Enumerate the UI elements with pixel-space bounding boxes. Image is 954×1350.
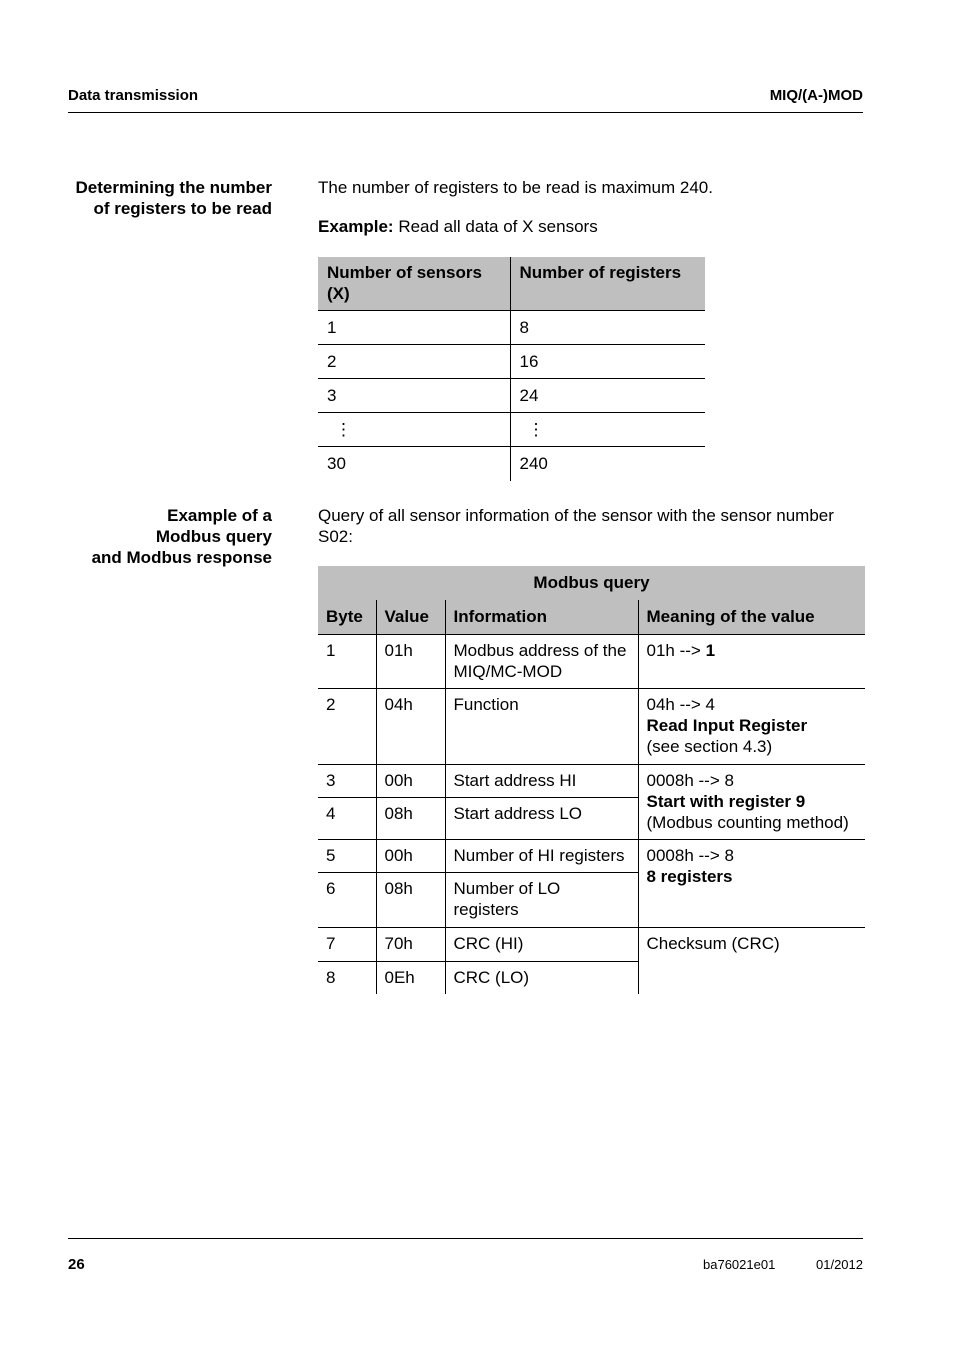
table-cell: 30 xyxy=(318,447,510,481)
table-cell: 2 xyxy=(318,345,510,379)
byte-cell: 7 xyxy=(318,927,376,961)
table-cell: 1 xyxy=(318,311,510,345)
header-section-title: Data transmission xyxy=(68,87,199,104)
value-cell: 00h xyxy=(376,764,445,797)
information-cell: Start address HI xyxy=(445,764,638,797)
example-text: Read all data of X sensors xyxy=(393,217,598,236)
information-cell: CRC (LO) xyxy=(445,961,638,994)
byte-cell: 1 xyxy=(318,634,376,688)
registers-intro: The number of registers to be read is maximum 240. xyxy=(318,178,713,197)
information-cell: Modbus address of the MIQ/MC-MOD xyxy=(445,634,638,688)
column-header-registers: Number of registers xyxy=(510,257,705,311)
value-cell: 00h xyxy=(376,839,445,872)
column-header-sensors: Number of sensors (X) xyxy=(318,257,510,311)
value-cell: 08h xyxy=(376,797,445,839)
header-product-name: MIQ/(A-)MOD xyxy=(769,87,863,104)
table-row xyxy=(318,379,705,413)
table-row xyxy=(318,839,865,872)
document-date: 01/2012 xyxy=(816,1257,863,1272)
table-row-ellipsis xyxy=(318,413,705,447)
meaning-cell: 04h --> 4 Read Input Register (see section 4.3) xyxy=(638,688,865,764)
meaning-cell: Checksum (CRC) xyxy=(638,927,865,994)
meaning-cell: 0008h --> 8 Start with register 9 (Modbus counting method) xyxy=(638,764,865,839)
information-cell: Function xyxy=(445,688,638,764)
table-cell: 3 xyxy=(318,379,510,413)
byte-cell: 3 xyxy=(318,764,376,797)
column-header-byte: Byte xyxy=(318,600,376,634)
table-row xyxy=(318,764,865,797)
information-cell: Start address LO xyxy=(445,797,638,839)
value-cell: 01h xyxy=(376,634,445,688)
byte-cell: 2 xyxy=(318,688,376,764)
table-row xyxy=(318,447,705,481)
document-code: ba76021e01 xyxy=(703,1257,776,1272)
byte-cell: 4 xyxy=(318,797,376,839)
table-caption-row xyxy=(318,566,865,600)
byte-cell: 5 xyxy=(318,839,376,872)
value-cell: 70h xyxy=(376,927,445,961)
side-heading-registers: Determining the number of registers to be read xyxy=(75,178,272,218)
value-cell: 0Eh xyxy=(376,961,445,994)
table-cell: 16 xyxy=(510,345,705,379)
table-caption: Modbus query xyxy=(318,566,865,600)
side-heading-modbus: Example of a Modbus query and Modbus response xyxy=(91,506,272,567)
value-cell: 08h xyxy=(376,872,445,927)
information-cell: CRC (HI) xyxy=(445,927,638,961)
modbus-intro: Query of all sensor information of the sensor with the sensor number S02: xyxy=(318,506,834,546)
byte-cell: 6 xyxy=(318,872,376,927)
table-header-row xyxy=(318,600,865,634)
column-header-information: Information xyxy=(445,600,638,634)
example-line xyxy=(318,216,598,237)
meaning-cell: 01h --> 1 xyxy=(638,634,865,688)
table-row xyxy=(318,345,705,379)
value-cell: 04h xyxy=(376,688,445,764)
table-row xyxy=(318,634,865,688)
table-header-row xyxy=(318,257,705,311)
footer-rule xyxy=(68,1238,863,1239)
header-rule xyxy=(68,112,863,113)
information-cell: Number of HI registers xyxy=(445,839,638,872)
modbus-query-table xyxy=(318,566,865,994)
meaning-cell: 0008h --> 8 8 registers xyxy=(638,839,865,927)
table-row xyxy=(318,927,865,961)
table-cell: 8 xyxy=(510,311,705,345)
table-cell: 240 xyxy=(510,447,705,481)
column-header-value: Value xyxy=(376,600,445,634)
vertical-ellipsis: ⋮ xyxy=(510,413,705,447)
table-cell: 24 xyxy=(510,379,705,413)
page-number: 26 xyxy=(68,1256,85,1273)
byte-cell: 8 xyxy=(318,961,376,994)
table-row xyxy=(318,688,865,764)
vertical-ellipsis: ⋮ xyxy=(318,413,510,447)
sensor-register-table xyxy=(318,257,705,481)
table-row xyxy=(318,311,705,345)
column-header-meaning: Meaning of the value xyxy=(638,600,865,634)
information-cell: Number of LO registers xyxy=(445,872,638,927)
example-label: Example: xyxy=(318,217,394,236)
